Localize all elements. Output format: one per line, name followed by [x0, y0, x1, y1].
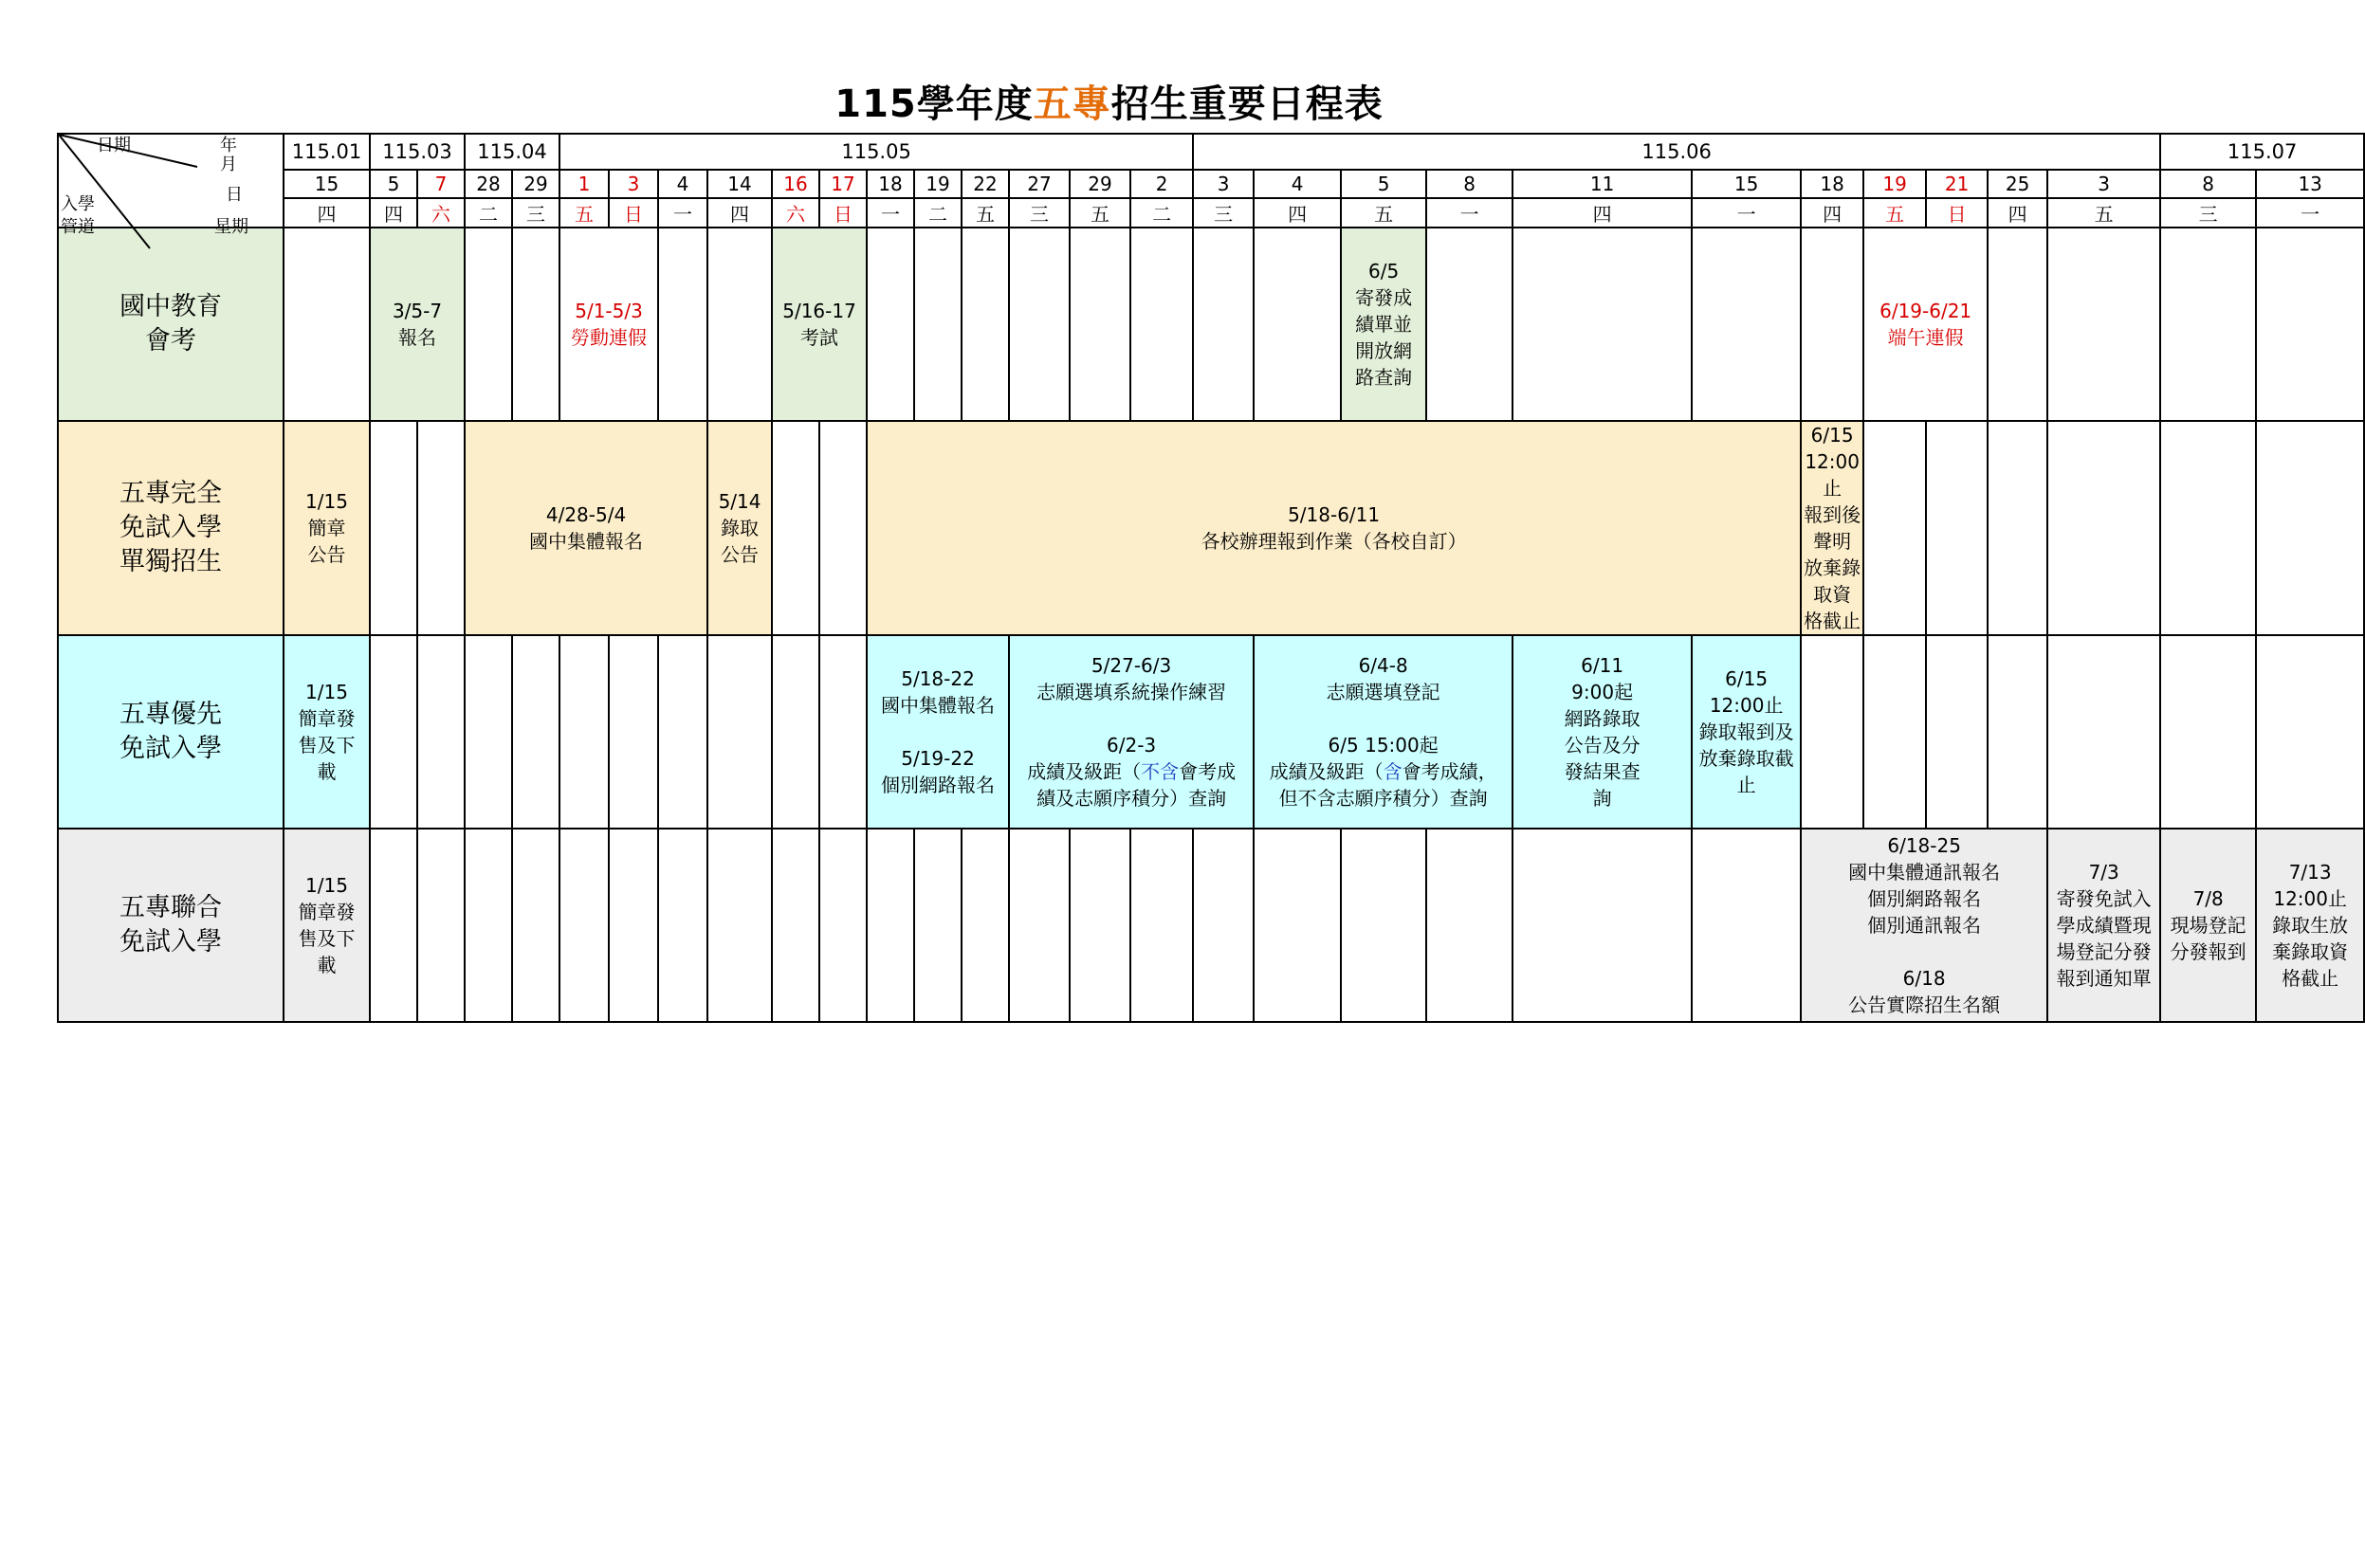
event-solo-admission-notice	[707, 421, 772, 635]
weekday-cell: 二	[914, 198, 962, 228]
weekday-cell: 六	[417, 198, 465, 228]
weekday-cell: 六	[772, 198, 819, 228]
row-joint	[58, 829, 2364, 1022]
day-cell: 4	[658, 170, 707, 198]
spacer	[1802, 939, 2046, 965]
empty-cell	[658, 635, 707, 829]
empty-cell	[914, 829, 962, 1022]
day-cell: 19	[1863, 170, 1926, 198]
weekday-cell: 四	[1801, 198, 1863, 228]
weekday-cell: 五	[962, 198, 1009, 228]
day-cell: 29	[512, 170, 559, 198]
day-cell: 18	[867, 170, 914, 198]
empty-cell	[1426, 228, 1512, 421]
day-cell: 27	[1009, 170, 1070, 198]
day-cell: 21	[1926, 170, 1988, 198]
event-text: 5/14 錄取 公告	[718, 490, 761, 566]
empty-cell	[609, 635, 658, 829]
empty-cell	[2047, 228, 2160, 421]
empty-cell	[1070, 829, 1130, 1022]
empty-cell	[1863, 635, 1926, 829]
empty-cell	[819, 635, 867, 829]
empty-cell	[2160, 421, 2256, 635]
event-text: 6/5 15:00起	[1328, 734, 1439, 757]
empty-cell	[1130, 228, 1193, 421]
weekday-cell: 五	[1863, 198, 1926, 228]
row-exam	[58, 228, 2364, 421]
day-cell: 1	[559, 170, 609, 198]
day-cell: 13	[2256, 170, 2364, 198]
empty-cell	[707, 829, 772, 1022]
empty-cell	[512, 635, 559, 829]
empty-cell	[1341, 829, 1426, 1022]
event-text: 4/28-5/4 國中集體報名	[529, 503, 644, 553]
corner-weekday-label: 星期	[214, 217, 248, 237]
empty-cell	[1512, 829, 1692, 1022]
day-cell: 5	[1341, 170, 1426, 198]
event-text: 1/15 簡章發 售及下 載	[298, 874, 356, 976]
corner-day-label: 日	[226, 185, 243, 205]
empty-cell	[867, 829, 914, 1022]
empty-cell	[1863, 421, 1926, 635]
empty-cell	[962, 829, 1009, 1022]
event-text: 7/13 12:00止 錄取生放 棄錄取資 格截止	[2272, 861, 2349, 990]
event-text: 5/19-22 個別網路報名	[881, 747, 996, 796]
event-text: 1/15 簡章發 售及下 載	[298, 681, 356, 783]
event-priority-choice	[1254, 635, 1512, 829]
weekday-cell: 三	[512, 198, 559, 228]
day-cell: 3	[1193, 170, 1254, 198]
empty-cell	[559, 829, 609, 1022]
empty-cell	[465, 829, 512, 1022]
empty-cell	[707, 635, 772, 829]
event-joint-onsite	[2160, 829, 2256, 1022]
event-joint-notice	[2047, 829, 2160, 1022]
weekday-cell: 四	[1512, 198, 1692, 228]
event-text: 會考成 績及志願序積分）查詢	[1036, 760, 1237, 810]
month-header: 115.05	[559, 134, 1193, 170]
event-text: 6/18 公告實際招生名額	[1848, 967, 2001, 1016]
event-solo-brochure	[284, 421, 370, 635]
weekday-cell: 三	[1193, 198, 1254, 228]
day-cell: 29	[1070, 170, 1130, 198]
weekday-cell: 二	[465, 198, 512, 228]
event-text: 6/15 12:00止 報到後聲明 放棄錄取資 格截止	[1804, 424, 1861, 632]
empty-cell	[658, 829, 707, 1022]
weekday-cell: 五	[1070, 198, 1130, 228]
day-cell: 3	[609, 170, 658, 198]
day-cell: 2	[1130, 170, 1193, 198]
event-text: 3/5-7 報名	[392, 300, 443, 349]
weekday-cell: 四	[370, 198, 417, 228]
spacer	[1010, 705, 1253, 732]
event-priority-practice	[1009, 635, 1254, 829]
spacer	[1255, 705, 1512, 732]
empty-cell	[914, 228, 962, 421]
event-text: 5/18-22 國中集體報名	[881, 667, 996, 717]
event-text: 6/19-6/21 端午連假	[1879, 300, 1972, 349]
weekday-cell: 二	[1130, 198, 1193, 228]
day-cell: 8	[2160, 170, 2256, 198]
event-exam-date	[772, 228, 867, 421]
row-label-text: 五專優先 免試入學	[119, 700, 222, 763]
event-priority-registration	[867, 635, 1009, 829]
empty-cell	[2160, 228, 2256, 421]
event-priority-brochure	[284, 635, 370, 829]
event-text: 成績及級距（	[1027, 760, 1142, 783]
empty-cell	[1193, 829, 1254, 1022]
empty-cell	[772, 635, 819, 829]
weekday-cell: 四	[284, 198, 370, 228]
row-priority	[58, 635, 2364, 829]
row-label-text: 國中教育 會考	[119, 292, 222, 356]
event-text: 6/11 9:00起 網路錄取 公告及分 發結果查 詢	[1564, 654, 1641, 810]
empty-cell	[658, 228, 707, 421]
empty-cell	[1926, 635, 1988, 829]
empty-cell	[370, 829, 417, 1022]
empty-cell	[2256, 228, 2364, 421]
weekday-cell: 一	[867, 198, 914, 228]
empty-cell	[1988, 228, 2047, 421]
page-title	[0, 78, 2218, 131]
empty-cell	[284, 228, 370, 421]
empty-cell	[2256, 421, 2364, 635]
day-cell: 16	[772, 170, 819, 198]
day-cell: 14	[707, 170, 772, 198]
empty-cell	[819, 829, 867, 1022]
title-highlight: 五專	[1033, 82, 1111, 126]
empty-cell	[1988, 635, 2047, 829]
header-month-row	[58, 134, 2364, 170]
row-label-priority	[58, 635, 284, 829]
day-cell: 15	[1692, 170, 1801, 198]
header-corner	[58, 134, 284, 237]
event-solo-enrollment	[867, 421, 1801, 635]
event-text: 會考成績， 但不含志願序積分）查詢	[1278, 760, 1497, 810]
event-text: 6/5 寄發成 績單並 開放網 路查詢	[1355, 260, 1413, 389]
empty-cell	[2047, 635, 2160, 829]
empty-cell	[1692, 829, 1801, 1022]
day-cell: 19	[914, 170, 962, 198]
event-text: 1/15 簡章 公告	[305, 490, 348, 566]
empty-cell	[417, 635, 465, 829]
empty-cell	[867, 228, 914, 421]
empty-cell	[1926, 421, 1988, 635]
empty-cell	[962, 228, 1009, 421]
empty-cell	[707, 228, 772, 421]
empty-cell	[1130, 829, 1193, 1022]
empty-cell	[2256, 635, 2364, 829]
month-header: 115.04	[465, 134, 559, 170]
header-weekday-row	[58, 198, 2364, 228]
empty-cell	[417, 421, 465, 635]
title-before: 115學年度	[834, 82, 1034, 126]
weekday-cell: 三	[2160, 198, 2256, 228]
day-cell: 7	[417, 170, 465, 198]
day-cell: 15	[284, 170, 370, 198]
row-label-text: 五專聯合 免試入學	[119, 893, 222, 957]
row-label-joint	[58, 829, 284, 1022]
empty-cell	[1988, 421, 2047, 635]
weekday-cell: 日	[1926, 198, 1988, 228]
month-header: 115.01	[284, 134, 370, 170]
event-solo-deadline	[1801, 421, 1863, 635]
event-priority-deadline	[1692, 635, 1801, 829]
empty-cell	[1801, 228, 1863, 421]
day-cell: 22	[962, 170, 1009, 198]
day-cell: 3	[2047, 170, 2160, 198]
weekday-cell: 日	[819, 198, 867, 228]
empty-cell	[465, 228, 512, 421]
empty-cell	[1801, 635, 1863, 829]
empty-cell	[1009, 829, 1070, 1022]
spacer	[868, 719, 1008, 745]
empty-cell	[819, 421, 867, 635]
month-header: 115.07	[2160, 134, 2364, 170]
weekday-cell: 三	[1009, 198, 1070, 228]
day-cell: 25	[1988, 170, 2047, 198]
event-text-emphasis: 不含	[1141, 760, 1180, 783]
weekday-cell: 一	[2256, 198, 2364, 228]
event-solo-group-registration	[465, 421, 707, 635]
day-cell: 28	[465, 170, 512, 198]
row-label-solo	[58, 421, 284, 635]
empty-cell	[609, 829, 658, 1022]
weekday-cell: 一	[1692, 198, 1801, 228]
event-text: 5/18-6/11 各校辦理報到作業（各校自訂）	[1201, 503, 1467, 553]
empty-cell	[417, 829, 465, 1022]
event-text: 6/2-3	[1107, 734, 1157, 757]
weekday-cell: 五	[559, 198, 609, 228]
event-dragon-boat-holiday	[1863, 228, 1988, 421]
month-header: 115.03	[370, 134, 465, 170]
event-labor-holiday	[559, 228, 658, 421]
empty-cell	[2160, 635, 2256, 829]
event-text: 成績及級距（	[1269, 760, 1384, 783]
weekday-cell: 五	[1341, 198, 1426, 228]
row-label-exam	[58, 228, 284, 421]
day-cell: 11	[1512, 170, 1692, 198]
empty-cell	[370, 635, 417, 829]
empty-cell	[1254, 228, 1341, 421]
weekday-cell: 五	[2047, 198, 2160, 228]
corner-channel-label: 管道	[61, 217, 95, 237]
event-text: 6/15 12:00止 錄取報到及 放棄錄取截 止	[1698, 667, 1794, 796]
header-day-row	[58, 170, 2364, 198]
event-joint-deadline	[2256, 829, 2364, 1022]
empty-cell	[1254, 829, 1341, 1022]
event-text: 6/4-8 志願選填登記	[1326, 654, 1440, 703]
event-text: 5/1-5/3 勞動連假	[571, 300, 648, 349]
title-after: 招生重要日程表	[1110, 82, 1384, 126]
event-joint-brochure	[284, 829, 370, 1022]
weekday-cell: 日	[609, 198, 658, 228]
empty-cell	[559, 635, 609, 829]
empty-cell	[370, 421, 417, 635]
empty-cell	[1070, 228, 1130, 421]
empty-cell	[772, 829, 819, 1022]
event-exam-registration	[370, 228, 465, 421]
day-cell: 4	[1254, 170, 1341, 198]
empty-cell	[1692, 228, 1801, 421]
schedule-table	[57, 133, 2365, 1023]
event-text: 5/16-17 考試	[782, 300, 856, 349]
day-cell: 17	[819, 170, 867, 198]
corner-year-month-label: 年 月	[220, 136, 237, 174]
row-label-text: 五專完全 免試入學 單獨招生	[119, 479, 222, 576]
weekday-cell: 四	[707, 198, 772, 228]
empty-cell	[1193, 228, 1254, 421]
weekday-cell: 一	[658, 198, 707, 228]
empty-cell	[772, 421, 819, 635]
event-score-release	[1341, 228, 1426, 421]
empty-cell	[1009, 228, 1070, 421]
empty-cell	[1426, 829, 1512, 1022]
event-priority-result	[1512, 635, 1692, 829]
event-text: 6/18-25 國中集體通訊報名 個別網路報名 個別通訊報名	[1848, 834, 2001, 937]
corner-date-label: 日期	[97, 136, 131, 155]
empty-cell	[512, 228, 559, 421]
event-text: 7/8 現場登記 分發報到	[2170, 887, 2246, 963]
event-joint-registration	[1801, 829, 2047, 1022]
empty-cell	[512, 829, 559, 1022]
empty-cell	[1512, 228, 1692, 421]
weekday-cell: 四	[1988, 198, 2047, 228]
day-cell: 5	[370, 170, 417, 198]
empty-cell	[2047, 421, 2160, 635]
row-solo	[58, 421, 2364, 635]
weekday-cell: 一	[1426, 198, 1512, 228]
weekday-cell: 四	[1254, 198, 1341, 228]
corner-entry-label: 入學	[61, 194, 95, 214]
day-cell: 8	[1426, 170, 1512, 198]
empty-cell	[465, 635, 512, 829]
event-text: 7/3 寄發免試入 學成績暨現 場登記分發 報到通知單	[2056, 861, 2152, 990]
month-header: 115.06	[1193, 134, 2160, 170]
event-text: 5/27-6/3 志願選填系統操作練習	[1036, 654, 1227, 703]
day-cell: 18	[1801, 170, 1863, 198]
event-text-emphasis: 含	[1383, 760, 1402, 783]
